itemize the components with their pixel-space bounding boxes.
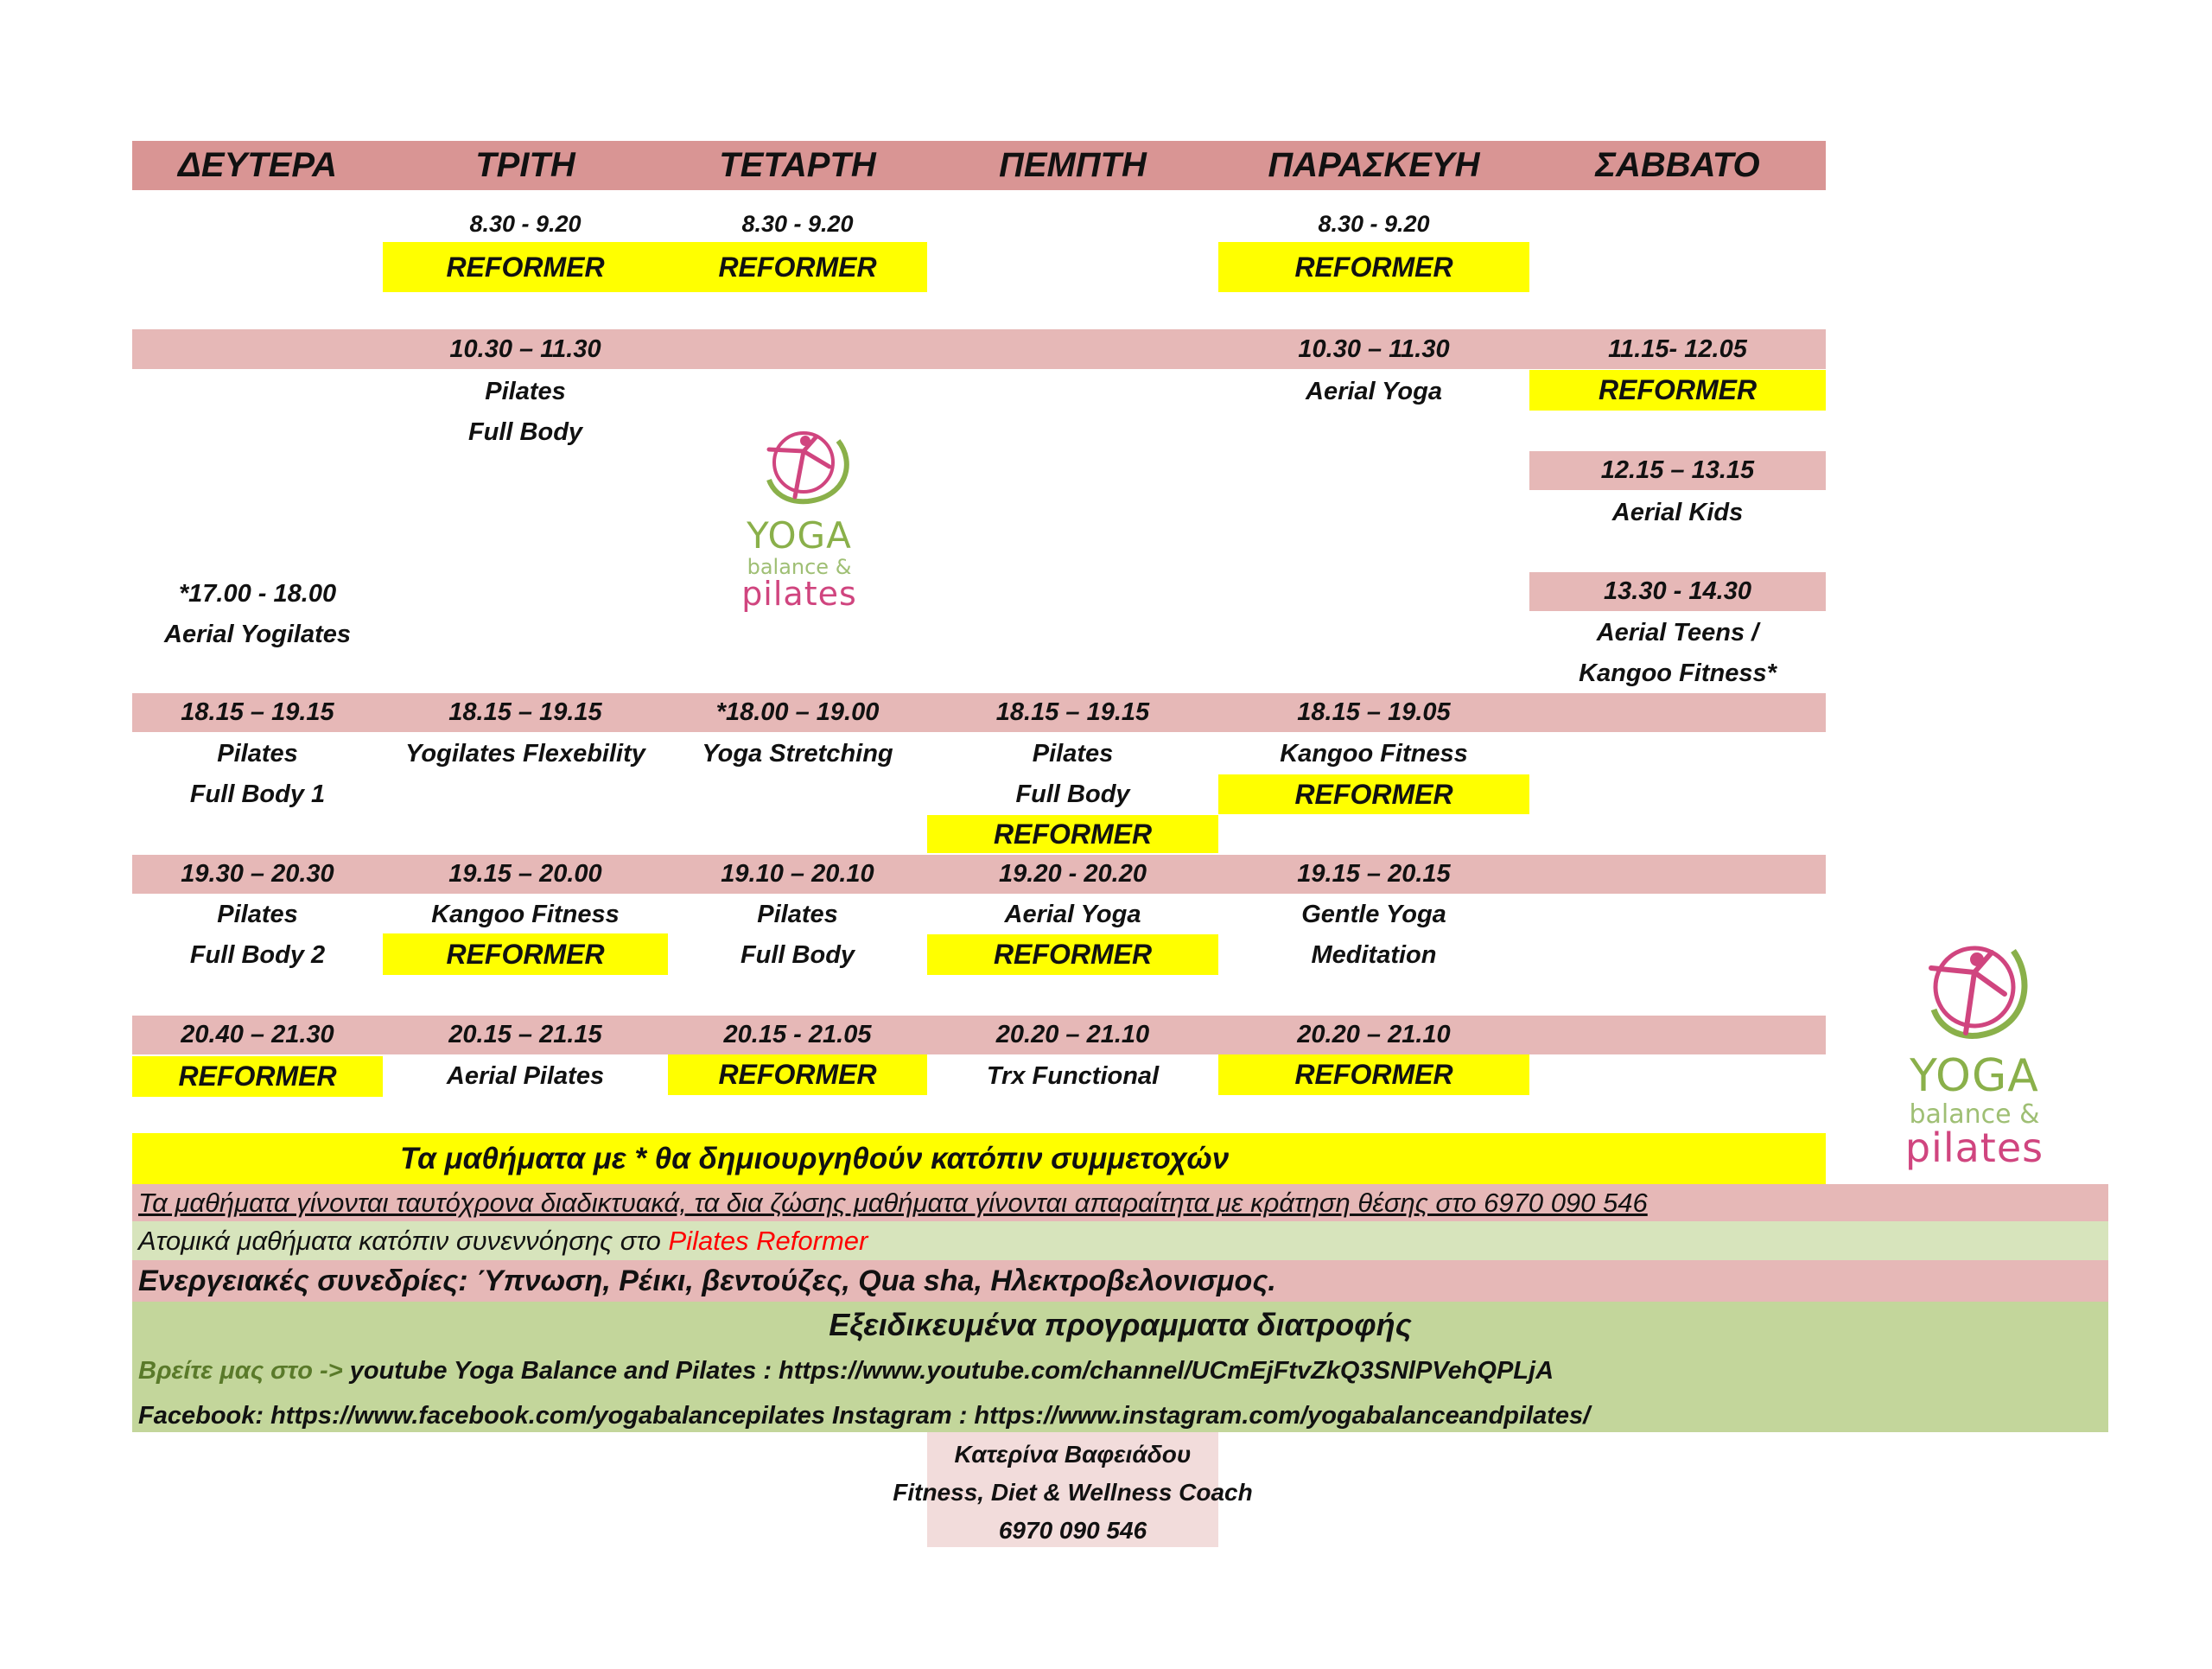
reformer-fri-row1: REFORMER	[1218, 774, 1529, 814]
yoga-figure-icon	[709, 415, 890, 510]
time-mon-row2: 19.30 – 20.30	[181, 860, 334, 888]
social-links[interactable]: Facebook: https://www.facebook.com/yogabalancepilates Instagram : https://www.instagram.com/yogabalanceandpilates/	[138, 1402, 1591, 1430]
time-mon-row1: 18.15 – 19.15	[181, 698, 334, 726]
class-fri-row2-a: Gentle Yoga	[1301, 901, 1446, 928]
time-wed-morning: 8.30 - 9.20	[741, 210, 854, 237]
class-tue-row2: Kangoo Fitness	[431, 901, 620, 928]
class-mon-afternoon: Aerial Yogilates	[164, 620, 351, 648]
logo-center-yoga: YOGA	[747, 514, 852, 557]
class-thu-row3: Trx Functional	[986, 1062, 1160, 1090]
time-tue-midday: 10.30 – 11.30	[449, 334, 601, 363]
time-tue-row3: 20.15 – 21.15	[448, 1021, 602, 1048]
class-tue-row3: Aerial Pilates	[446, 1062, 605, 1090]
yoga-figure-icon	[1875, 925, 2074, 1046]
reformer-tue-morning: REFORMER	[383, 242, 668, 292]
time-tue-row2: 19.15 – 20.00	[448, 860, 602, 888]
class-mon-row1-a: Pilates	[217, 740, 298, 768]
day-thursday: ΠΕΜΠΤΗ	[999, 146, 1147, 184]
class-mon-row1-b: Full Body 1	[189, 780, 326, 808]
time-wed-row1: *18.00 – 19.00	[715, 698, 880, 726]
class-sat-3b: Kangoo Fitness*	[1579, 659, 1777, 687]
reformer-sat: REFORMER	[1529, 370, 1826, 411]
day-tuesday: ΤΡΙΤΗ	[475, 146, 575, 184]
private-note	[138, 1221, 868, 1260]
class-thu-row1-a: Pilates	[1032, 740, 1114, 768]
time-tue-morning: 8.30 - 9.20	[469, 210, 582, 237]
time-fri-midday: 10.30 – 11.30	[1298, 334, 1450, 363]
reformer-thu-row1: REFORMER	[927, 815, 1218, 853]
reformer-wed-row3: REFORMER	[668, 1054, 927, 1095]
time-sat-3: 13.30 - 14.30	[1529, 572, 1826, 611]
class-tue-midday-2: Full Body	[467, 417, 583, 446]
reformer-thu-row2: REFORMER	[927, 934, 1218, 975]
private-note-highlight: Pilates Reformer	[668, 1226, 868, 1256]
time-fri-morning: 8.30 - 9.20	[1318, 210, 1430, 237]
youtube-link[interactable]: youtube Yoga Balance and Pilates : https://www.youtube.com/channel/UCmEjFtvZkQ3SNlPVehQPLjA	[349, 1357, 1554, 1385]
class-wed-row2-a: Pilates	[757, 901, 838, 928]
energy-note: Ενεργειακές συνεδρίες: Ύπνωση, Ρέικι, βεντούζες, Qua sha, Ηλεκτροβελονισμος.	[138, 1264, 1276, 1297]
time-thu-row3: 20.20 – 21.10	[995, 1021, 1150, 1048]
nutrition-note: Εξειδικευμένα προγραμματα διατροφής	[829, 1307, 1412, 1342]
youtube-prefix: Βρείτε μας στο ->	[138, 1357, 350, 1385]
day-friday: ΠΑΡΑΣΚΕΥΗ	[1268, 146, 1480, 184]
time-fri-row2: 19.15 – 20.15	[1297, 860, 1451, 888]
time-thu-row2: 19.20 - 20.20	[999, 860, 1147, 888]
day-monday: ΔΕΥΤΕΡΑ	[178, 146, 337, 184]
youtube-note	[138, 1351, 1554, 1391]
time-fri-row3: 20.20 – 21.10	[1297, 1021, 1451, 1048]
contact-phone: 6970 090 546	[998, 1517, 1147, 1544]
class-mon-row2-a: Pilates	[217, 901, 298, 928]
time-mon-row3: 20.40 – 21.30	[181, 1021, 334, 1048]
logo-center-pilates: pilates	[741, 575, 857, 613]
reformer-mon-row3: REFORMER	[132, 1056, 383, 1097]
class-fri-row1: Kangoo Fitness	[1280, 740, 1468, 768]
logo-center	[709, 415, 890, 613]
class-sat-3a: Aerial Teens /	[1596, 619, 1759, 647]
logo-right-yoga: YOGA	[1910, 1050, 2039, 1102]
class-fri-midday: Aerial Yoga	[1306, 377, 1442, 405]
class-fri-row2-b: Meditation	[1311, 941, 1437, 969]
reformer-fri-row3: REFORMER	[1218, 1054, 1529, 1095]
time-sat-1: 11.15- 12.05	[1608, 334, 1747, 363]
time-fri-row1: 18.15 – 19.05	[1297, 698, 1451, 726]
logo-center-balance: balance &	[747, 555, 852, 579]
time-mon-afternoon: *17.00 - 18.00	[178, 579, 337, 608]
reformer-fri-morning: REFORMER	[1218, 242, 1529, 292]
online-note: Τα μαθήματα γίνονται ταυτόχρονα διαδικτυακά, τα δια ζώσης μαθήματα γίνονται απαραίτητα με κράτηση θέσης στο 6970 090 546	[138, 1188, 1648, 1218]
reformer-tue-row2: REFORMER	[383, 933, 668, 975]
class-sat-2: Aerial Kids	[1611, 498, 1744, 526]
time-wed-row3: 20.15 - 21.05	[723, 1021, 872, 1048]
logo-right	[1875, 925, 2074, 1184]
private-note-text: Ατομικά μαθήματα κατόπιν συνεννόησης στο	[138, 1226, 669, 1256]
time-thu-row1: 18.15 – 19.15	[995, 698, 1150, 726]
logo-right-pilates: pilates	[1904, 1124, 2044, 1171]
day-saturday: ΣΑΒΒΑΤΟ	[1595, 146, 1760, 184]
logo-right-balance: balance &	[1909, 1099, 2040, 1130]
time-wed-row2: 19.10 – 20.10	[721, 860, 874, 888]
time-sat-2: 12.15 – 13.15	[1529, 451, 1826, 490]
contact-role: Fitness, Diet & Wellness Coach	[893, 1479, 1253, 1506]
reformer-wed-morning: REFORMER	[668, 242, 927, 292]
class-tue-midday-1: Pilates	[485, 377, 566, 405]
contact-name: Κατερίνα Βαφειάδου	[954, 1441, 1192, 1468]
class-thu-row1-b: Full Body	[1015, 780, 1130, 808]
class-wed-row1: Yoga Stretching	[702, 740, 893, 768]
asterisk-note: Τα μαθήματα με * θα δημιουργηθούν κατόπιν συμμετοχών	[400, 1142, 1230, 1175]
class-tue-row1: Yogilates Flexebility	[405, 740, 645, 768]
class-wed-row2-b: Full Body	[740, 941, 855, 969]
day-wednesday: ΤΕΤΑΡΤΗ	[719, 146, 876, 184]
time-tue-row1: 18.15 – 19.15	[448, 698, 602, 726]
class-mon-row2-b: Full Body 2	[189, 941, 326, 969]
class-thu-row2: Aerial Yoga	[1004, 901, 1141, 928]
